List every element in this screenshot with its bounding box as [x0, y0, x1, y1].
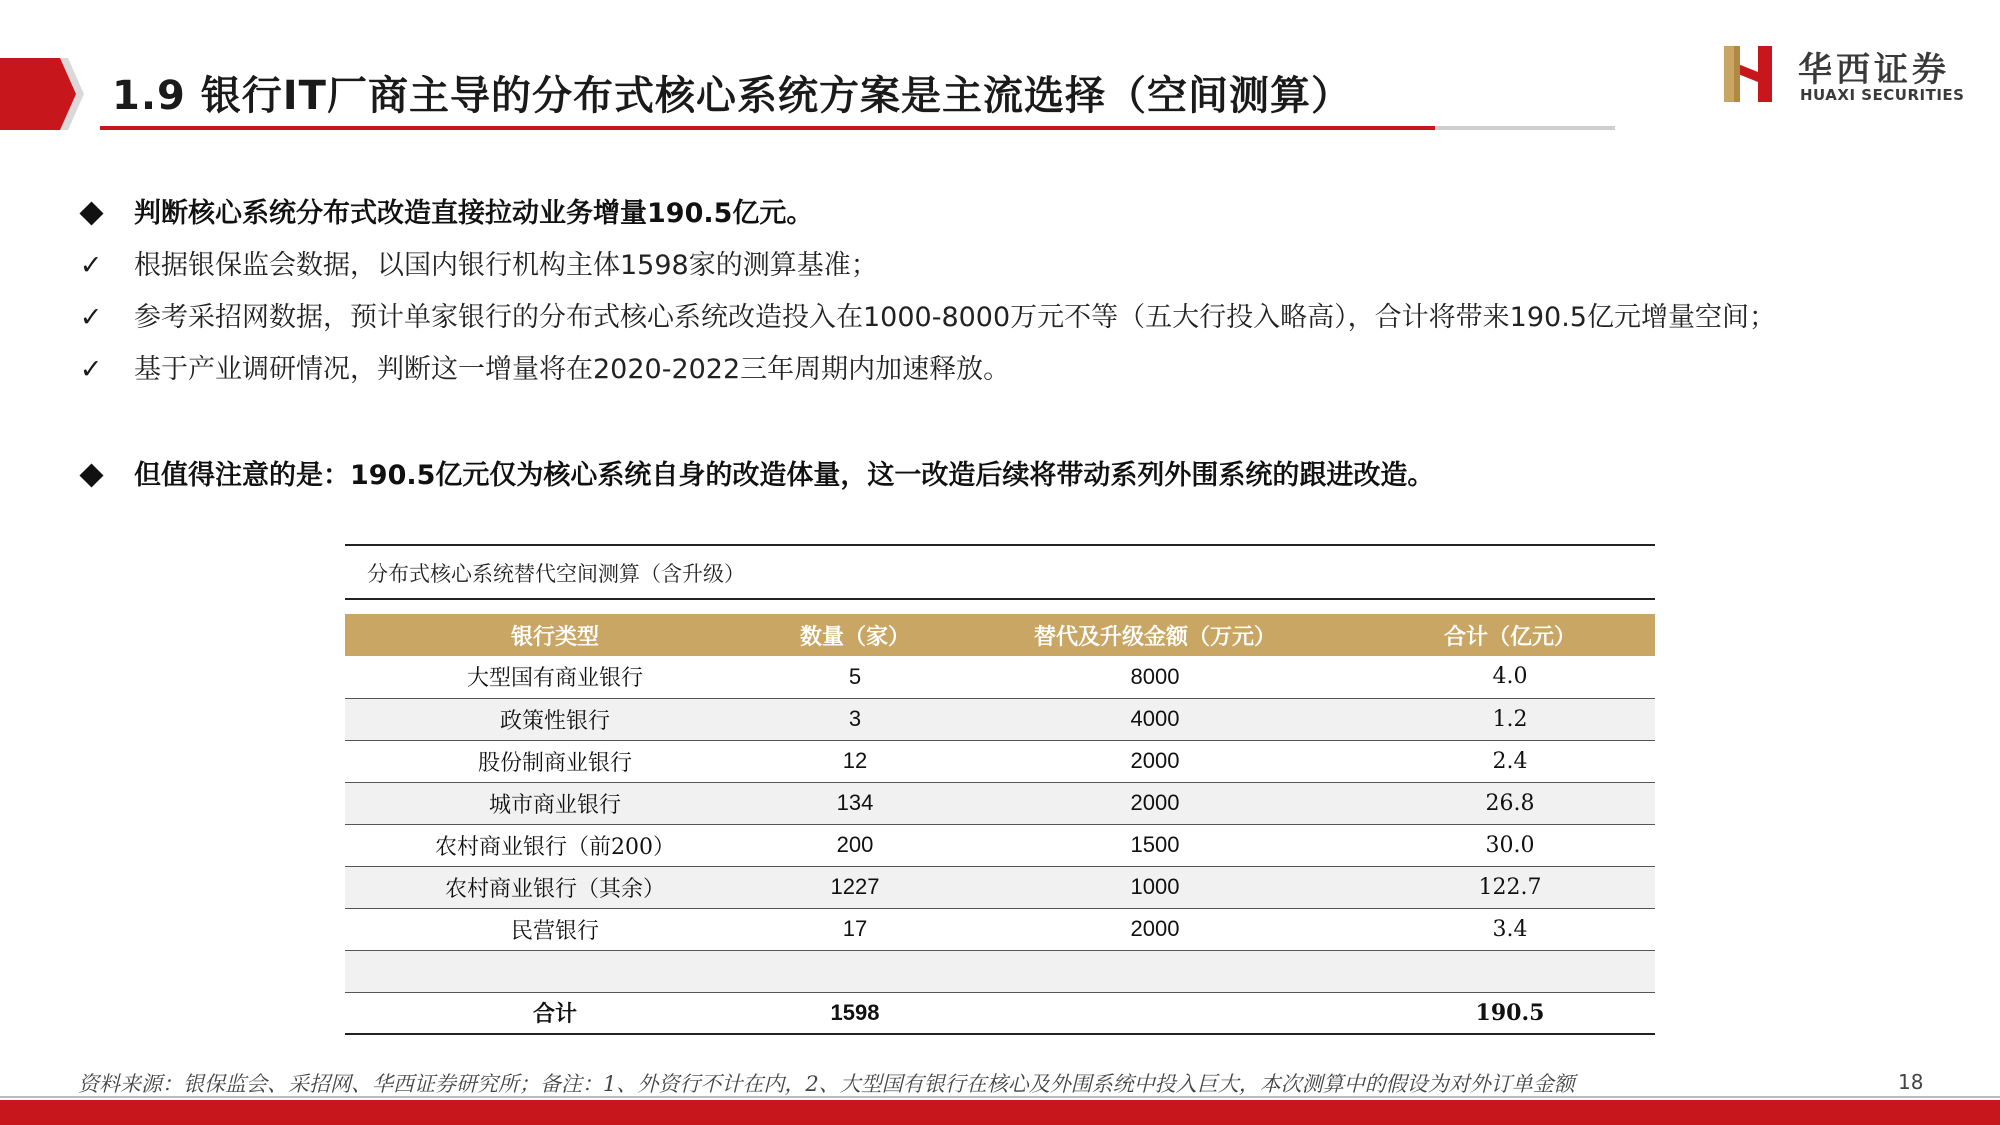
page-number: 18 — [1898, 1070, 1924, 1094]
column-header: 银行类型 — [345, 614, 765, 656]
cell-bank-type: 股份制商业银行 — [345, 740, 765, 782]
column-header: 替代及升级金额（万元） — [945, 614, 1365, 656]
bullet-main — [76, 450, 1976, 502]
cell-total: 4.0 — [1365, 656, 1655, 698]
table-header-row — [345, 614, 1655, 656]
company-logo — [1720, 40, 1965, 110]
total-amount — [945, 992, 1365, 1034]
column-header: 合计（亿元） — [1365, 614, 1655, 656]
title-accent-tab — [0, 58, 88, 130]
title-underline — [100, 126, 1435, 130]
table-total-row — [345, 992, 1655, 1034]
check-icon: ✓ — [79, 250, 103, 281]
cell-count: 17 — [765, 908, 945, 950]
bullet-sub — [76, 240, 1976, 292]
bullet-text: 但值得注意的是：190.5亿元仅为核心系统自身的改造体量，这一改造后续将带动系列外围系统的跟进改造。 — [134, 460, 1435, 491]
check-icon: ✓ — [79, 302, 103, 333]
bullet-main — [76, 188, 1976, 240]
cell-amount: 1000 — [945, 866, 1365, 908]
table-row — [345, 656, 1655, 698]
cell-bank-type: 大型国有商业银行 — [345, 656, 765, 698]
table-row-empty — [345, 950, 1655, 992]
cell-bank-type: 农村商业银行（其余） — [345, 866, 765, 908]
total-count: 1598 — [765, 992, 945, 1034]
data-table — [345, 614, 1655, 1035]
bullet-text: 根据银保监会数据，以国内银行机构主体1598家的测算基准； — [134, 250, 878, 281]
title-underline-gray — [1435, 126, 1615, 130]
cell-total: 2.4 — [1365, 740, 1655, 782]
table-row — [345, 908, 1655, 950]
cell-amount: 2000 — [945, 740, 1365, 782]
bullet-text: 参考采招网数据，预计单家银行的分布式核心系统改造投入在1000-8000万元不等（五大行投入略高），合计将带来190.5亿元增量空间； — [134, 302, 1776, 333]
cell-bank-type: 城市商业银行 — [345, 782, 765, 824]
cell-amount: 8000 — [945, 656, 1365, 698]
column-header: 数量（家） — [765, 614, 945, 656]
logo-text-cn: 华西证券 — [1798, 50, 1950, 90]
table-row — [345, 698, 1655, 740]
cell-total: 122.7 — [1365, 866, 1655, 908]
table-row — [345, 866, 1655, 908]
cell-total: 30.0 — [1365, 824, 1655, 866]
cell-amount: 4000 — [945, 698, 1365, 740]
footer-bar — [0, 1100, 2000, 1125]
bullet-list — [76, 188, 1976, 502]
cell-count: 134 — [765, 782, 945, 824]
cell-total: 26.8 — [1365, 782, 1655, 824]
cell-total: 1.2 — [1365, 698, 1655, 740]
table-title: 分布式核心系统替代空间测算（含升级） — [367, 562, 745, 586]
diamond-icon — [79, 201, 103, 225]
total-label: 合计 — [345, 992, 765, 1034]
cell-bank-type: 农村商业银行（前200） — [345, 824, 765, 866]
total-sum: 190.5 — [1365, 992, 1655, 1034]
cell-count: 3 — [765, 698, 945, 740]
cell-count: 5 — [765, 656, 945, 698]
cell-amount: 2000 — [945, 908, 1365, 950]
cell-bank-type: 政策性银行 — [345, 698, 765, 740]
cell-count: 12 — [765, 740, 945, 782]
cell-count: 1227 — [765, 866, 945, 908]
table-row — [345, 824, 1655, 866]
check-icon: ✓ — [79, 354, 103, 385]
bullet-sub — [76, 292, 1976, 344]
logo-text-en: HUAXI SECURITIES — [1800, 86, 1965, 104]
bullet-sub — [76, 344, 1976, 396]
footer-divider — [0, 1096, 2000, 1098]
cell-amount: 1500 — [945, 824, 1365, 866]
cell-count: 200 — [765, 824, 945, 866]
table-row — [345, 782, 1655, 824]
bullet-text: 基于产业调研情况，判断这一增量将在2020-2022三年周期内加速释放。 — [134, 354, 1011, 385]
bullet-text: 判断核心系统分布式改造直接拉动业务增量190.5亿元。 — [134, 198, 814, 229]
cell-total: 3.4 — [1365, 908, 1655, 950]
table-row — [345, 740, 1655, 782]
cell-amount: 2000 — [945, 782, 1365, 824]
cell-bank-type: 民营银行 — [345, 908, 765, 950]
huaxi-logo-icon — [1720, 42, 1778, 104]
source-note: 资料来源：银保监会、采招网、华西证券研究所；备注：1、外资行不计在内，2、大型国有银行在核心及外围系统中投入巨大，本次测算中的假设为对外订单金额 — [78, 1072, 1575, 1096]
diamond-icon — [79, 463, 103, 487]
page-title: 1.9 银行IT厂商主导的分布式核心系统方案是主流选择（空间测算） — [112, 73, 1352, 119]
